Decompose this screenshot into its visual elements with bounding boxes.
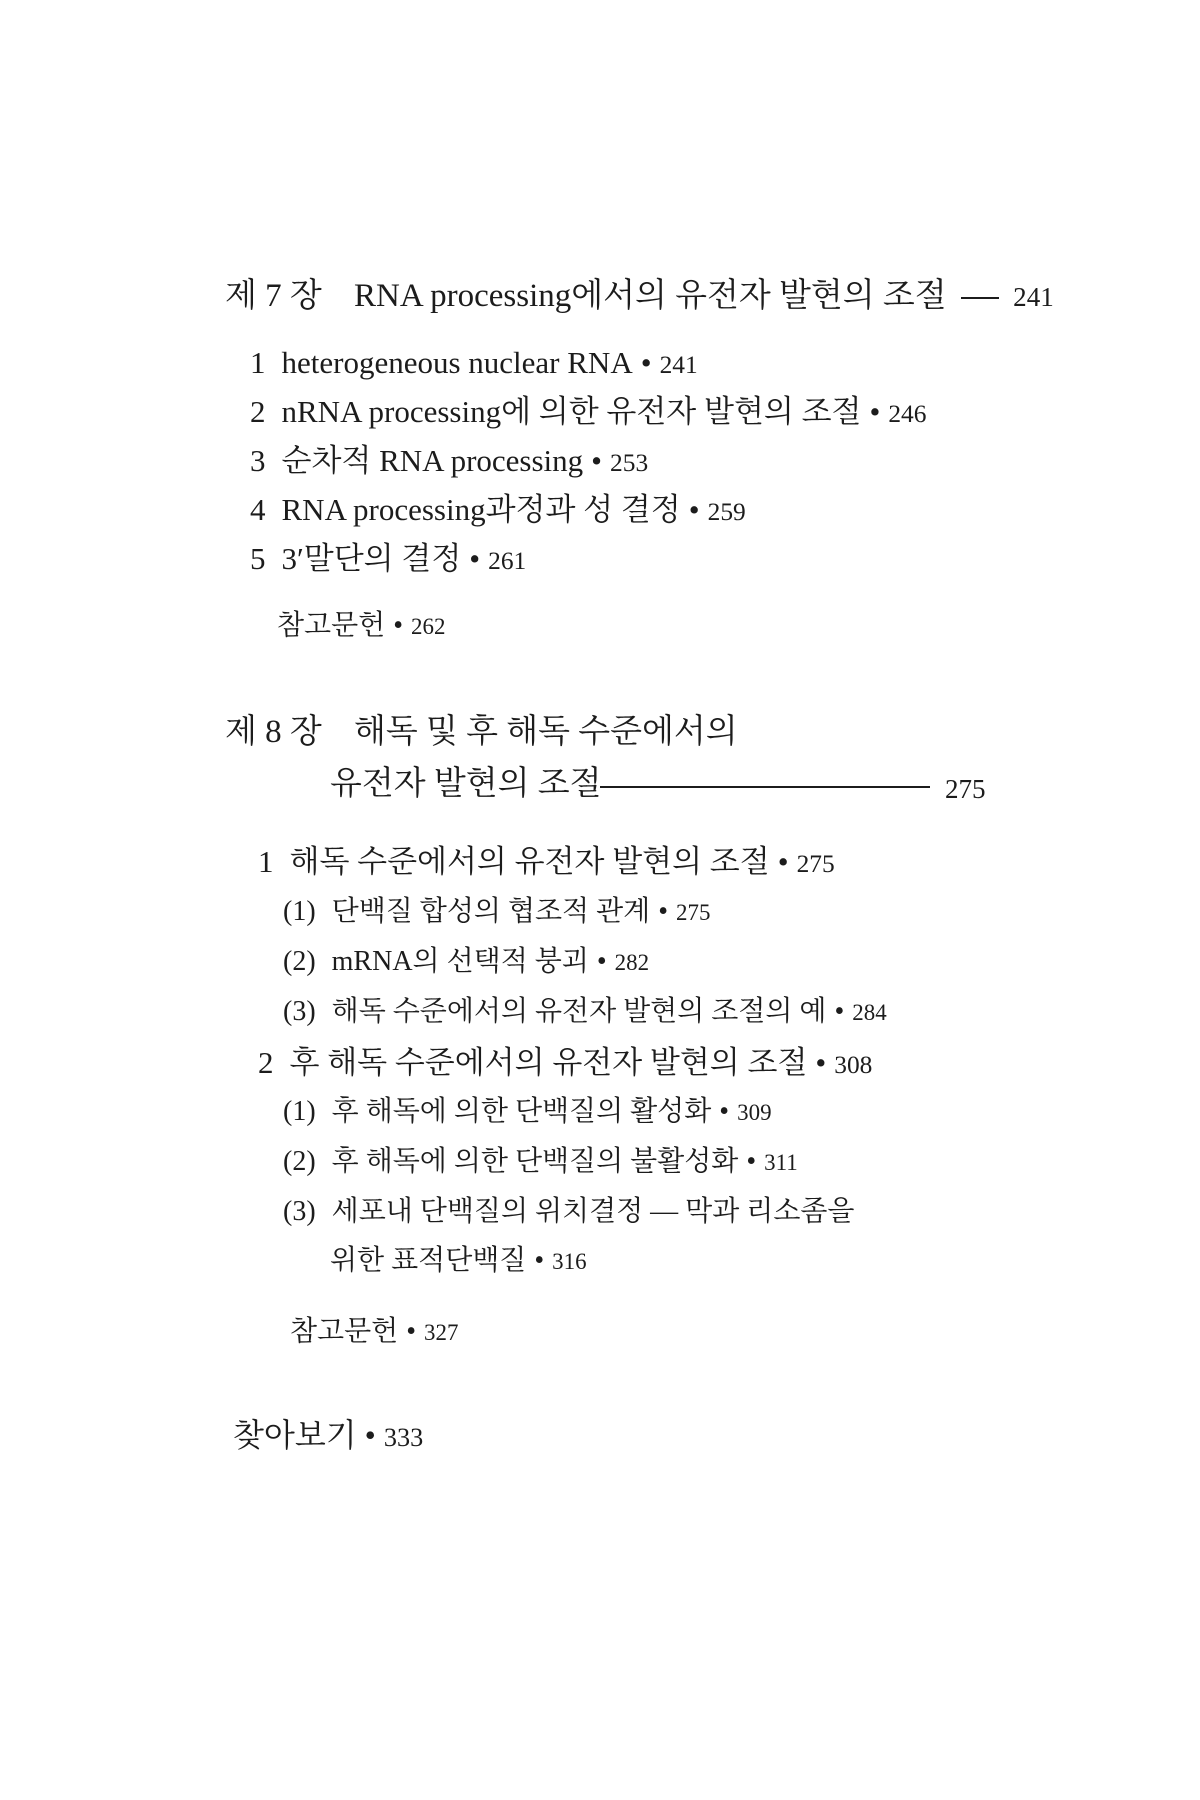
references-page: 262 <box>411 614 446 639</box>
subitem-page: 309 <box>737 1100 772 1125</box>
subitem-page: 311 <box>764 1150 798 1175</box>
subitem-text: 세포내 단백질의 위치결정 — 막과 리소좀을 <box>331 1196 855 1227</box>
toc-subitem: (2) 후 해독에 의한 단백질의 불활성화 • 311 <box>283 1146 798 1177</box>
index-page: 333 <box>383 1423 424 1452</box>
item-number: 2 <box>250 394 266 429</box>
item-page: 308 <box>834 1051 873 1079</box>
references-label: 참고문헌 <box>290 1316 399 1347</box>
item-page: 253 <box>610 449 649 477</box>
item-number: 1 <box>250 345 266 380</box>
chapter8-leader <box>600 786 930 788</box>
item-text: nRNA processing에 의한 유전자 발현의 조절 <box>281 394 862 429</box>
subitem-text: 해독 수준에서의 유전자 발현의 조절의 예 <box>331 996 827 1027</box>
subitem-number: (3) <box>283 996 316 1027</box>
chapter7-leader <box>961 297 999 299</box>
subitem-number: (2) <box>283 1146 316 1177</box>
references-page: 327 <box>424 1320 459 1345</box>
chapter7-references: 참고문헌 • 262 <box>277 610 446 641</box>
chapter7-heading <box>225 280 1054 313</box>
chapter8-page-wrap <box>945 772 986 805</box>
item-page: 261 <box>488 547 527 575</box>
subitem-page: 316 <box>552 1249 587 1274</box>
toc-item: 1 해독 수준에서의 유전자 발현의 조절 • 275 <box>258 844 835 879</box>
chapter8-title-line1: 해독 및 후 해독 수준에서의 <box>354 714 738 750</box>
subitem-text: mRNA의 선택적 붕괴 <box>331 946 589 977</box>
index-label: 찾아보기 <box>233 1417 357 1453</box>
item-text: 해독 수준에서의 유전자 발현의 조절 <box>289 844 770 879</box>
item-number: 4 <box>250 492 266 527</box>
subitem-text: 단백질 합성의 협조적 관계 <box>331 896 651 927</box>
subitem-number: (1) <box>283 1096 316 1127</box>
item-text: 후 해독 수준에서의 유전자 발현의 조절 <box>289 1045 808 1080</box>
toc-item: 2 nRNA processing에 의한 유전자 발현의 조절 • 246 <box>250 394 927 429</box>
toc-subitem: (1) 단백질 합성의 협조적 관계 • 275 <box>283 896 711 927</box>
chapter8-label: 제 8 장 <box>225 714 322 750</box>
subitem-number: (1) <box>283 896 316 927</box>
subitem-page: 284 <box>852 1000 887 1025</box>
item-page: 275 <box>796 850 835 878</box>
toc-item: 4 RNA processing과정과 성 결정 • 259 <box>250 492 746 527</box>
item-number: 1 <box>258 844 274 879</box>
subitem-text: 후 해독에 의한 단백질의 불활성화 <box>331 1146 739 1177</box>
chapter7-label: 제 7 장 <box>225 278 322 314</box>
toc-item: 3 순차적 RNA processing • 253 <box>250 443 649 478</box>
toc-item: 1 heterogeneous nuclear RNA • 241 <box>250 345 698 380</box>
item-page: 246 <box>888 400 927 428</box>
toc-item: 2 후 해독 수준에서의 유전자 발현의 조절 • 308 <box>258 1045 873 1080</box>
subitem-page: 282 <box>614 950 650 975</box>
chapter7-page: 241 <box>1013 282 1054 312</box>
item-number: 3 <box>250 443 266 478</box>
subitem-page: 275 <box>676 900 711 925</box>
item-text: RNA processing과정과 성 결정 <box>281 492 681 527</box>
toc-subitem: (3) 해독 수준에서의 유전자 발현의 조절의 예 • 284 <box>283 996 887 1027</box>
item-text: heterogeneous nuclear RNA <box>281 345 633 380</box>
toc-subitem: (2) mRNA의 선택적 붕괴 • 282 <box>283 946 650 977</box>
chapter8-references: 참고문헌 • 327 <box>290 1316 459 1347</box>
toc-subitem: (1) 후 해독에 의한 단백질의 활성화 • 309 <box>283 1096 772 1127</box>
item-page: 259 <box>707 498 746 526</box>
item-page: 241 <box>659 351 698 379</box>
subitem-text: 후 해독에 의한 단백질의 활성화 <box>331 1096 712 1127</box>
toc-subitem-continued: 위한 표적단백질 • 316 <box>330 1245 587 1276</box>
toc-item: 5 3′말단의 결정 • 261 <box>250 541 527 576</box>
item-number: 2 <box>258 1045 274 1080</box>
item-text: 순차적 RNA processing <box>281 443 584 478</box>
chapter8-page: 275 <box>945 774 986 804</box>
subitem-text-cont: 위한 표적단백질 <box>330 1245 527 1276</box>
chapter8-heading-cont <box>330 768 602 801</box>
subitem-number: (2) <box>283 946 316 977</box>
chapter8-heading <box>225 716 738 749</box>
subitem-number: (3) <box>283 1196 316 1227</box>
item-text: 3′말단의 결정 <box>281 541 462 576</box>
references-label: 참고문헌 <box>277 610 386 641</box>
index-entry: 찾아보기 • 333 <box>233 1417 424 1453</box>
toc-subitem <box>283 1198 854 1226</box>
item-number: 5 <box>250 541 266 576</box>
chapter7-title: RNA processing에서의 유전자 발현의 조절 <box>354 278 947 314</box>
chapter8-title-line2: 유전자 발현의 조절 <box>330 766 602 802</box>
